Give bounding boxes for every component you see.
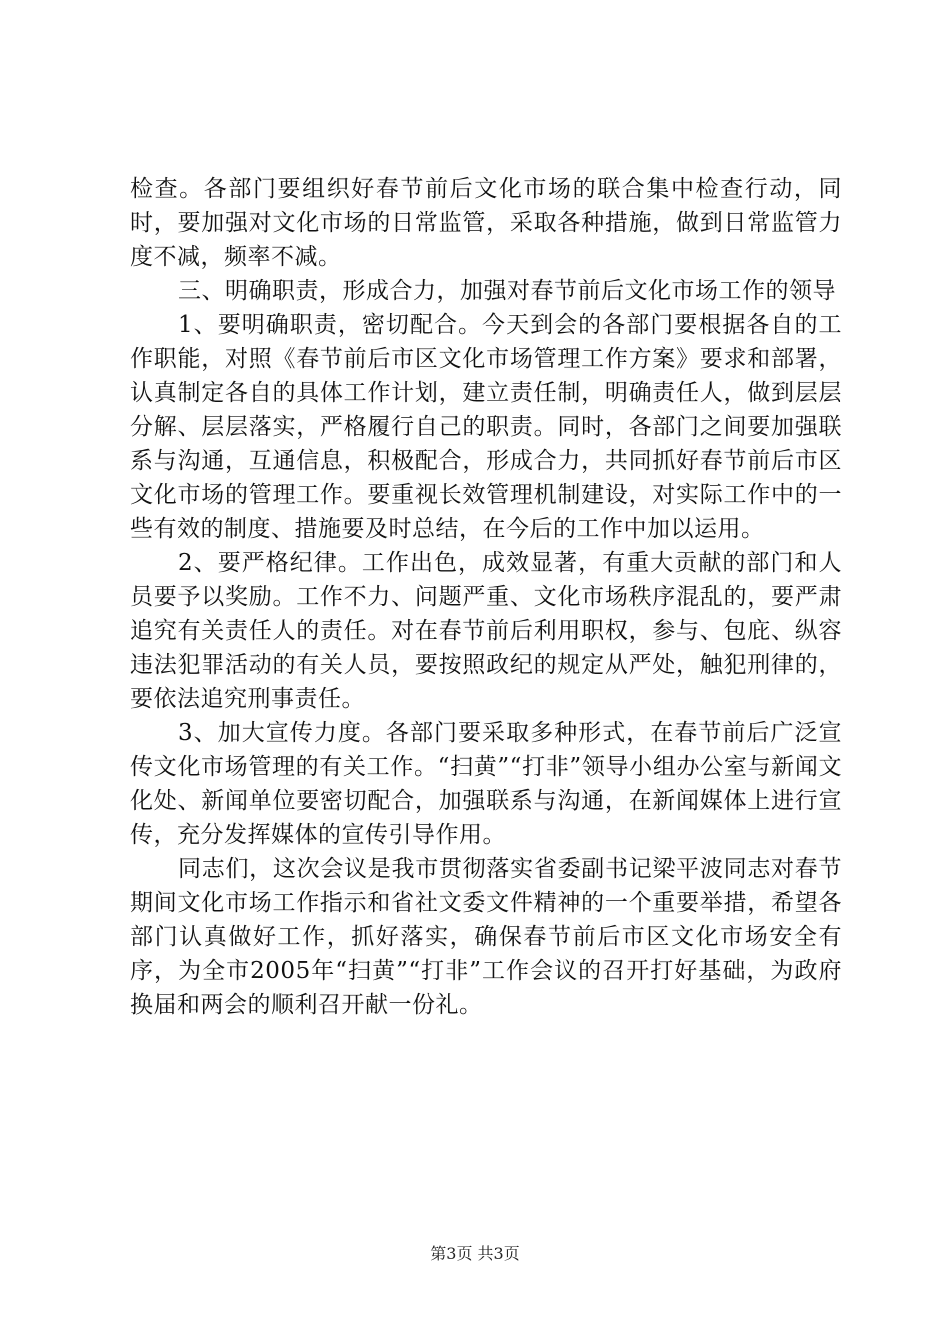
paragraph-continuation: 检查。各部门要组织好春节前后文化市场的联合集中检查行动，同时，要加强对文化市场的日常监管，采取各种措施，做到日常监管力度不减，频率不减。 bbox=[130, 176, 842, 270]
paragraph-closing: 同志们，这次会议是我市贯彻落实省委副书记梁平波同志对春节期间文化市场工作指示和省社文委文件精神的一个重要举措，希望各部门认真做好工作，抓好落实，确保春节前后市区文化市场安全有序，为全市2005年“扫黄”“打非”工作会议的召开打好基础，为政府换届和两会的顺利召开献一份礼。 bbox=[130, 856, 842, 1018]
paragraph-item-3: 3、加大宣传力度。各部门要采取多种形式，在春节前后广泛宣传文化市场管理的有关工作。“扫黄”“打非”领导小组办公室与新闻文化处、新闻单位要密切配合，加强联系与沟通，在新闻媒体上进行宣传，充分发挥媒体的宣传引导作用。 bbox=[130, 720, 842, 848]
paragraph-item-1: 1、要明确职责，密切配合。今天到会的各部门要根据各自的工作职能，对照《春节前后市区文化市场管理工作方案》要求和部署，认真制定各自的具体工作计划，建立责任制，明确责任人，做到层层分解、层层落实，严格履行自己的职责。同时，各部门之间要加强联系与沟通，互通信息，积极配合，形成合力，共同抓好春节前后市区文化市场的管理工作。要重视长效管理机制建设，对实际工作中的一些有效的制度、措施要及时总结，在今后的工作中加以运用。 bbox=[130, 312, 842, 542]
page-number: 第3页 共3页 bbox=[430, 1244, 520, 1263]
paragraph-item-2: 2、要严格纪律。工作出色，成效显著，有重大贡献的部门和人员要予以奖励。工作不力、问题严重、文化市场秩序混乱的，要严肃追究有关责任人的责任。对在春节前后利用职权，参与、包庇、纵容违法犯罪活动的有关人员，要按照政纪的规定从严处，触犯刑律的，要依法追究刑事责任。 bbox=[130, 550, 842, 712]
document-body bbox=[130, 172, 842, 1022]
section-heading: 三、明确职责，形成合力，加强对春节前后文化市场工作的领导 bbox=[178, 278, 836, 304]
